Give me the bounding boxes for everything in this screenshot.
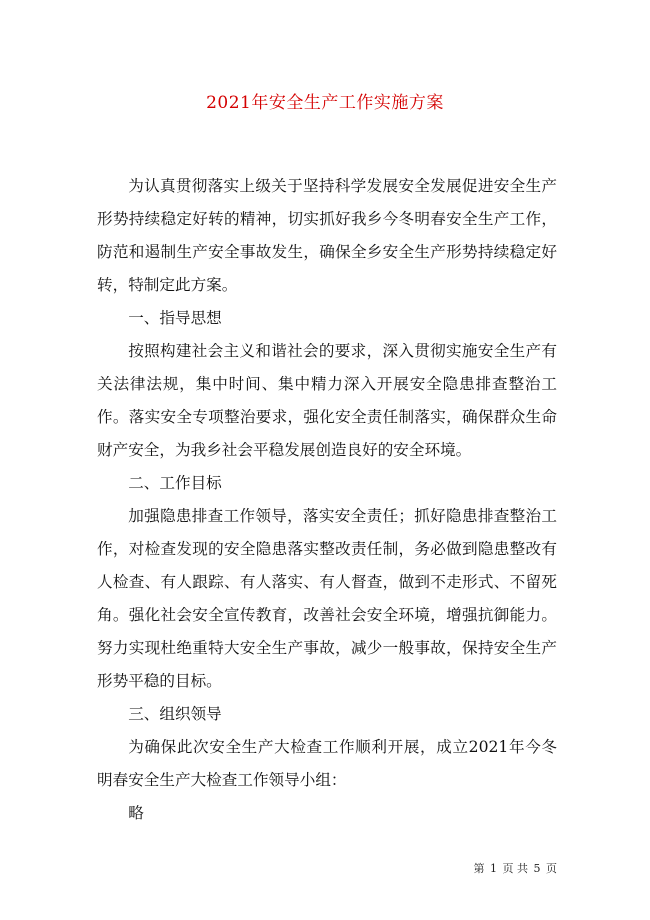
omitted-paragraph: 略	[128, 804, 144, 822]
page-label-prefix: 第	[473, 862, 485, 875]
page-label-suffix: 页	[546, 862, 557, 875]
page-label-mid: 页 共	[502, 862, 528, 875]
current-page: 1	[490, 862, 497, 875]
document-body	[97, 170, 557, 830]
intro-paragraph: 为认真贯彻落实上级关于坚持科学发展安全发展促进安全生产形势持续稳定好转的精神，切实抓好我乡今冬明春安全生产工作，防范和遏制生产安全事故发生，确保全乡安全生产形势持续稳定好转，特制定此方案。	[97, 177, 557, 294]
section-heading-work-goals: 二、工作目标	[128, 474, 222, 492]
work-goals-paragraph: 加强隐患排查工作领导，落实安全责任；抓好隐患排查整治工作，对检查发现的安全隐患落实整改责任制，务必做到隐患整改有人检查、有人跟踪、有人落实、有人督查，做到不走形式、不留死角。强化社会安全宣传教育，改善社会安全环境，增强抗御能力。努力实现杜绝重特大安全生产事故，减少一般事故，保持安全生产形势平稳的目标。	[97, 507, 557, 690]
leadership-paragraph: 为确保此次安全生产大检查工作顺利开展，成立2021年今冬明春安全生产大检查工作领导小组：	[97, 738, 557, 789]
section-heading-guiding-ideology: 一、指导思想	[128, 309, 222, 327]
document-title: 2021年安全生产工作实施方案	[206, 93, 444, 113]
guiding-ideology-paragraph: 按照构建社会主义和谐社会的要求，深入贯彻实施安全生产有关法律法规，集中时间、集中精力深入开展安全隐患排查整治工作。落实安全专项整治要求，强化安全责任制落实，确保群众生命财产安全，为我乡社会平稳发展创造良好的安全环境。	[97, 342, 557, 459]
section-heading-leadership: 三、组织领导	[128, 705, 222, 723]
page-number	[473, 860, 559, 876]
total-pages: 5	[533, 862, 541, 875]
